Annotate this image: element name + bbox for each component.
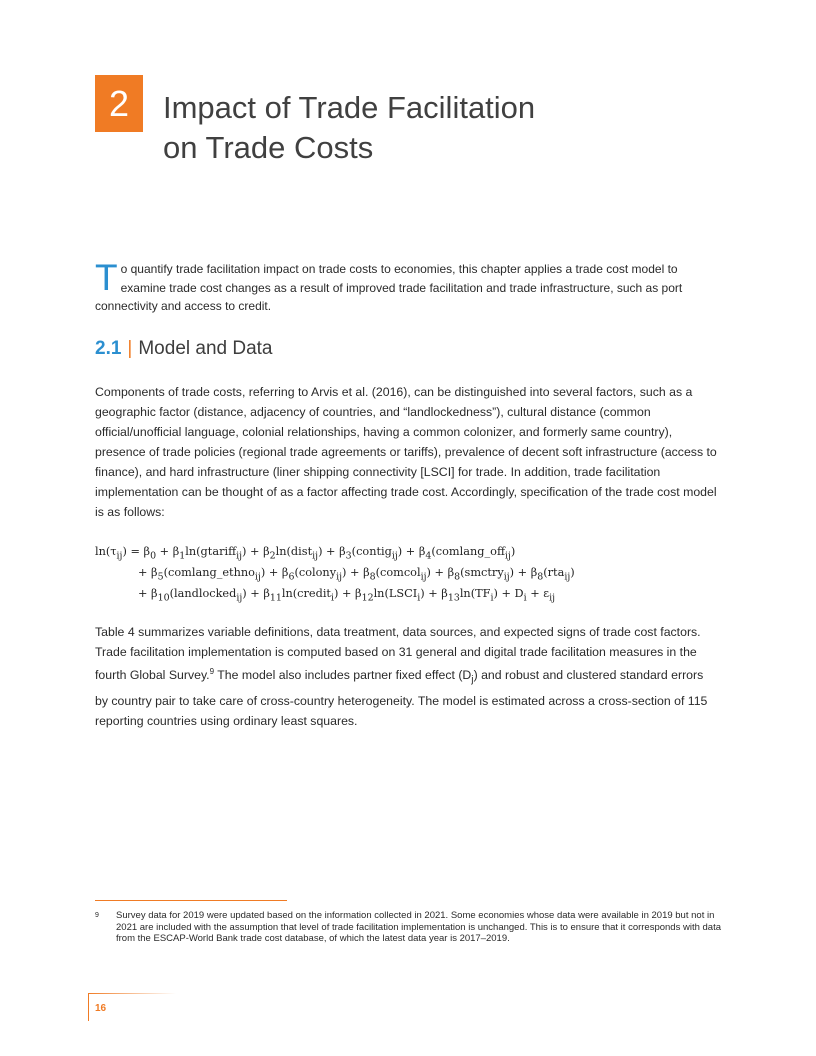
intro-text: o quantify trade facilitation impact on trade costs to economies, this chapter applies a trade cost model to examine trade cost changes as a result of improved trade facilitation and trade infrastructure, such as port connectivity and access to credit. [95,262,683,313]
footnote-marker: 9 [95,912,99,919]
chapter-title-line-1: Impact of Trade Facilitation [163,90,536,125]
section-title: Model and Data [138,338,273,359]
footnote-reference[interactable]: 9 [209,667,215,676]
intro-paragraph [95,257,717,316]
footnote [95,910,725,945]
paragraph-2-part-3: ) and robust and clustered standard errors by country pair to take care of cross-country heterogeneity. The model is estimated across a cross-section of 115 reporting countries using ordinary least squares. [95,668,708,728]
section-heading [95,336,273,362]
paragraph-2-subscript: j [471,674,474,686]
equation-line-1: $\ln(\tau_{ij}) = \beta_0$ + $\beta_1\ln(gtariff_{ij})$ + $\beta_2\ln(dist_{ij})$ + $\beta_3(contig_{ij})$ + $\beta_4(comlang\_off_{ij})$ [95,545,516,562]
equation-line-2: + $\beta_5(comlang\_ethno_{ij})$ + $\beta_6(colony_{ij})$ + $\beta_8(comcol_{ij})$ + $\beta_8(smctry_{ij}) + \beta_8(rta_{ij})$ [138,566,575,583]
paragraph-2-part-2: The model also includes partner fixed effect (D [214,668,472,683]
footnote-divider [95,900,287,901]
chapter-title [163,88,535,168]
equation-line-3: + $\beta_{10}(landlocked_{ij})$ + $\beta_{11}\ln(credit_i)$ + $\beta_{12}\ln(LSCI_i) + \beta_{13}\ln(TF_i) + D_i + \varepsilon_{ij}$ [138,587,556,604]
section-number: 2.1 [95,338,122,359]
drop-cap: T [95,257,118,298]
body-paragraph-1: Components of trade costs, referring to Arvis et al. (2016), can be distinguished into several factors, such as a geographic factor (distance, adjacency of countries, and “landlockedness”), cultural distance (common official/unofficial language, colonial relationships, having a common colonizer, and formerly same country), presence of trade policies (regional trade agreements or tariffs), prevalence of decent soft infrastructure (access to finance), and hard infrastructure (liner shipping connectivity [LSCI] for trade. In addition, trade facilitation implementation can be thought of as a factor affecting trade cost. Accordingly, specification of the trade cost model is as follows: [95,385,717,519]
page-number-vertical-rule [88,993,89,1021]
section-separator: | [127,338,133,359]
body-paragraph-2 [95,622,717,731]
chapter-number-box: 2 [95,75,143,132]
page-number: 16 [95,1003,107,1014]
page-number-rule [88,993,176,994]
chapter-title-line-2: on Trade Costs [163,130,374,165]
footnote-text: Survey data for 2019 were updated based on the information collected in 2021. Some economies whose data were available in 2019 but not in 2021 are included with the assumption that level of trade facilitation implementation is unchanged. This is to ensure that it corresponds with data from the ESCAP-World Bank trade cost database, of which the latest data year is 2017–2019. [116,910,722,944]
paragraph-2-part-1: Table 4 summarizes variable definitions, data treatment, data sources, and expected signs of trade cost factors. Trade facilitation implementation is computed based on 31 general and digital trade facilitation measures in the fourth Global Survey. [95,625,701,683]
